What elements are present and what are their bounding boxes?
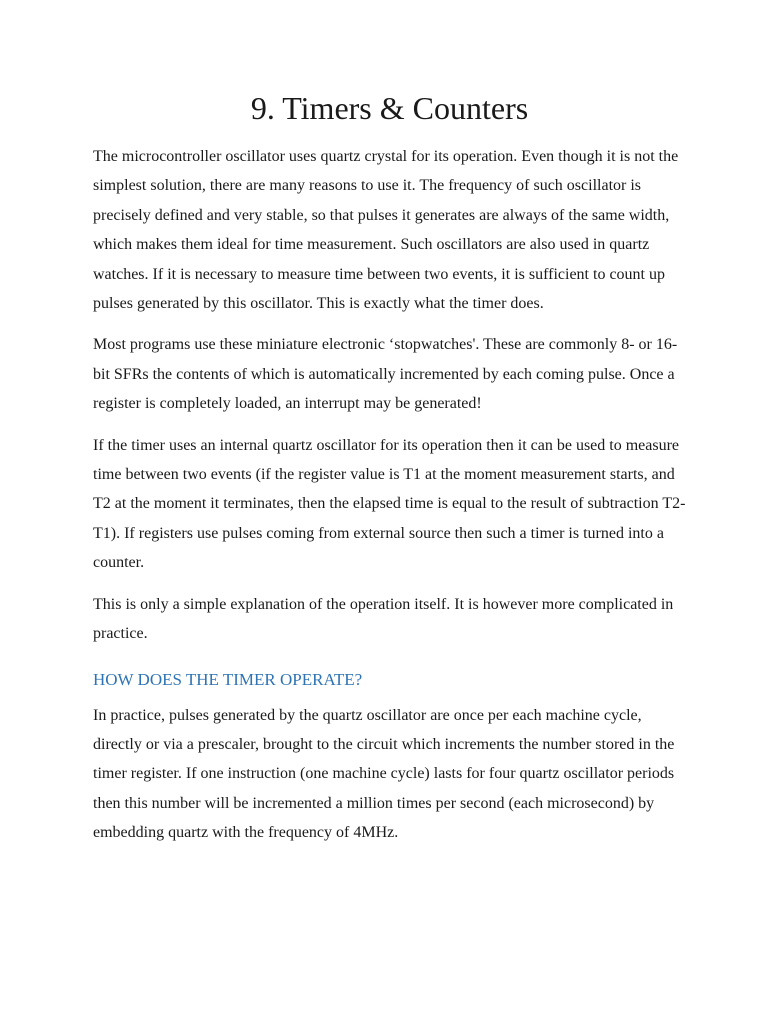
page-title: 9. Timers & Counters [250, 90, 529, 126]
paragraph-internal-oscillator: If the timer uses an internal quartz oscillator for its operation then it can be used to measure time between two events (if the register value is T1 at the moment measurement starts, and T2 at the moment it terminates, then the elapsed time is equal to the result of subtraction T2-T1). If registers use pulses coming from external source then such a timer is turned into a counter. [93, 436, 686, 572]
paragraph-oscillator: The microcontroller oscillator uses quartz crystal for its operation. Even though it is not the simplest solution, there are many reasons to use it. The frequency of such oscillator is precisely defined and very stable, so that pulses it generates are always of the same width, which makes them ideal for time measurement. Such oscillators are also used in quartz watches. If it is necessary to measure time between two events, it is sufficient to count up pulses generated by this oscillator. This is exactly what the timer does. [93, 148, 679, 313]
paragraph-in-practice: In practice, pulses generated by the quartz oscillator are once per each machine cycle, directly or via a prescaler, brought to the circuit which increments the number stored in the timer register. If one instruction (one machine cycle) lasts for four quartz oscillator periods then this number will be incremented a million times per second (each microsecond) by embedding quartz with the frequency of 4MHz. [93, 706, 675, 842]
section-heading: HOW DOES THE TIMER OPERATE? [93, 669, 363, 689]
paragraph-simple-explanation: This is only a simple explanation of the operation itself. It is however more complicated in practice. [93, 595, 674, 643]
paragraph-stopwatches: Most programs use these miniature electronic ‘stopwatches'. These are commonly 8- or 16-bit SFRs the contents of which is automatically incremented by each coming pulse. Once a register is completely loaded, an interrupt may be generated! [93, 336, 678, 413]
